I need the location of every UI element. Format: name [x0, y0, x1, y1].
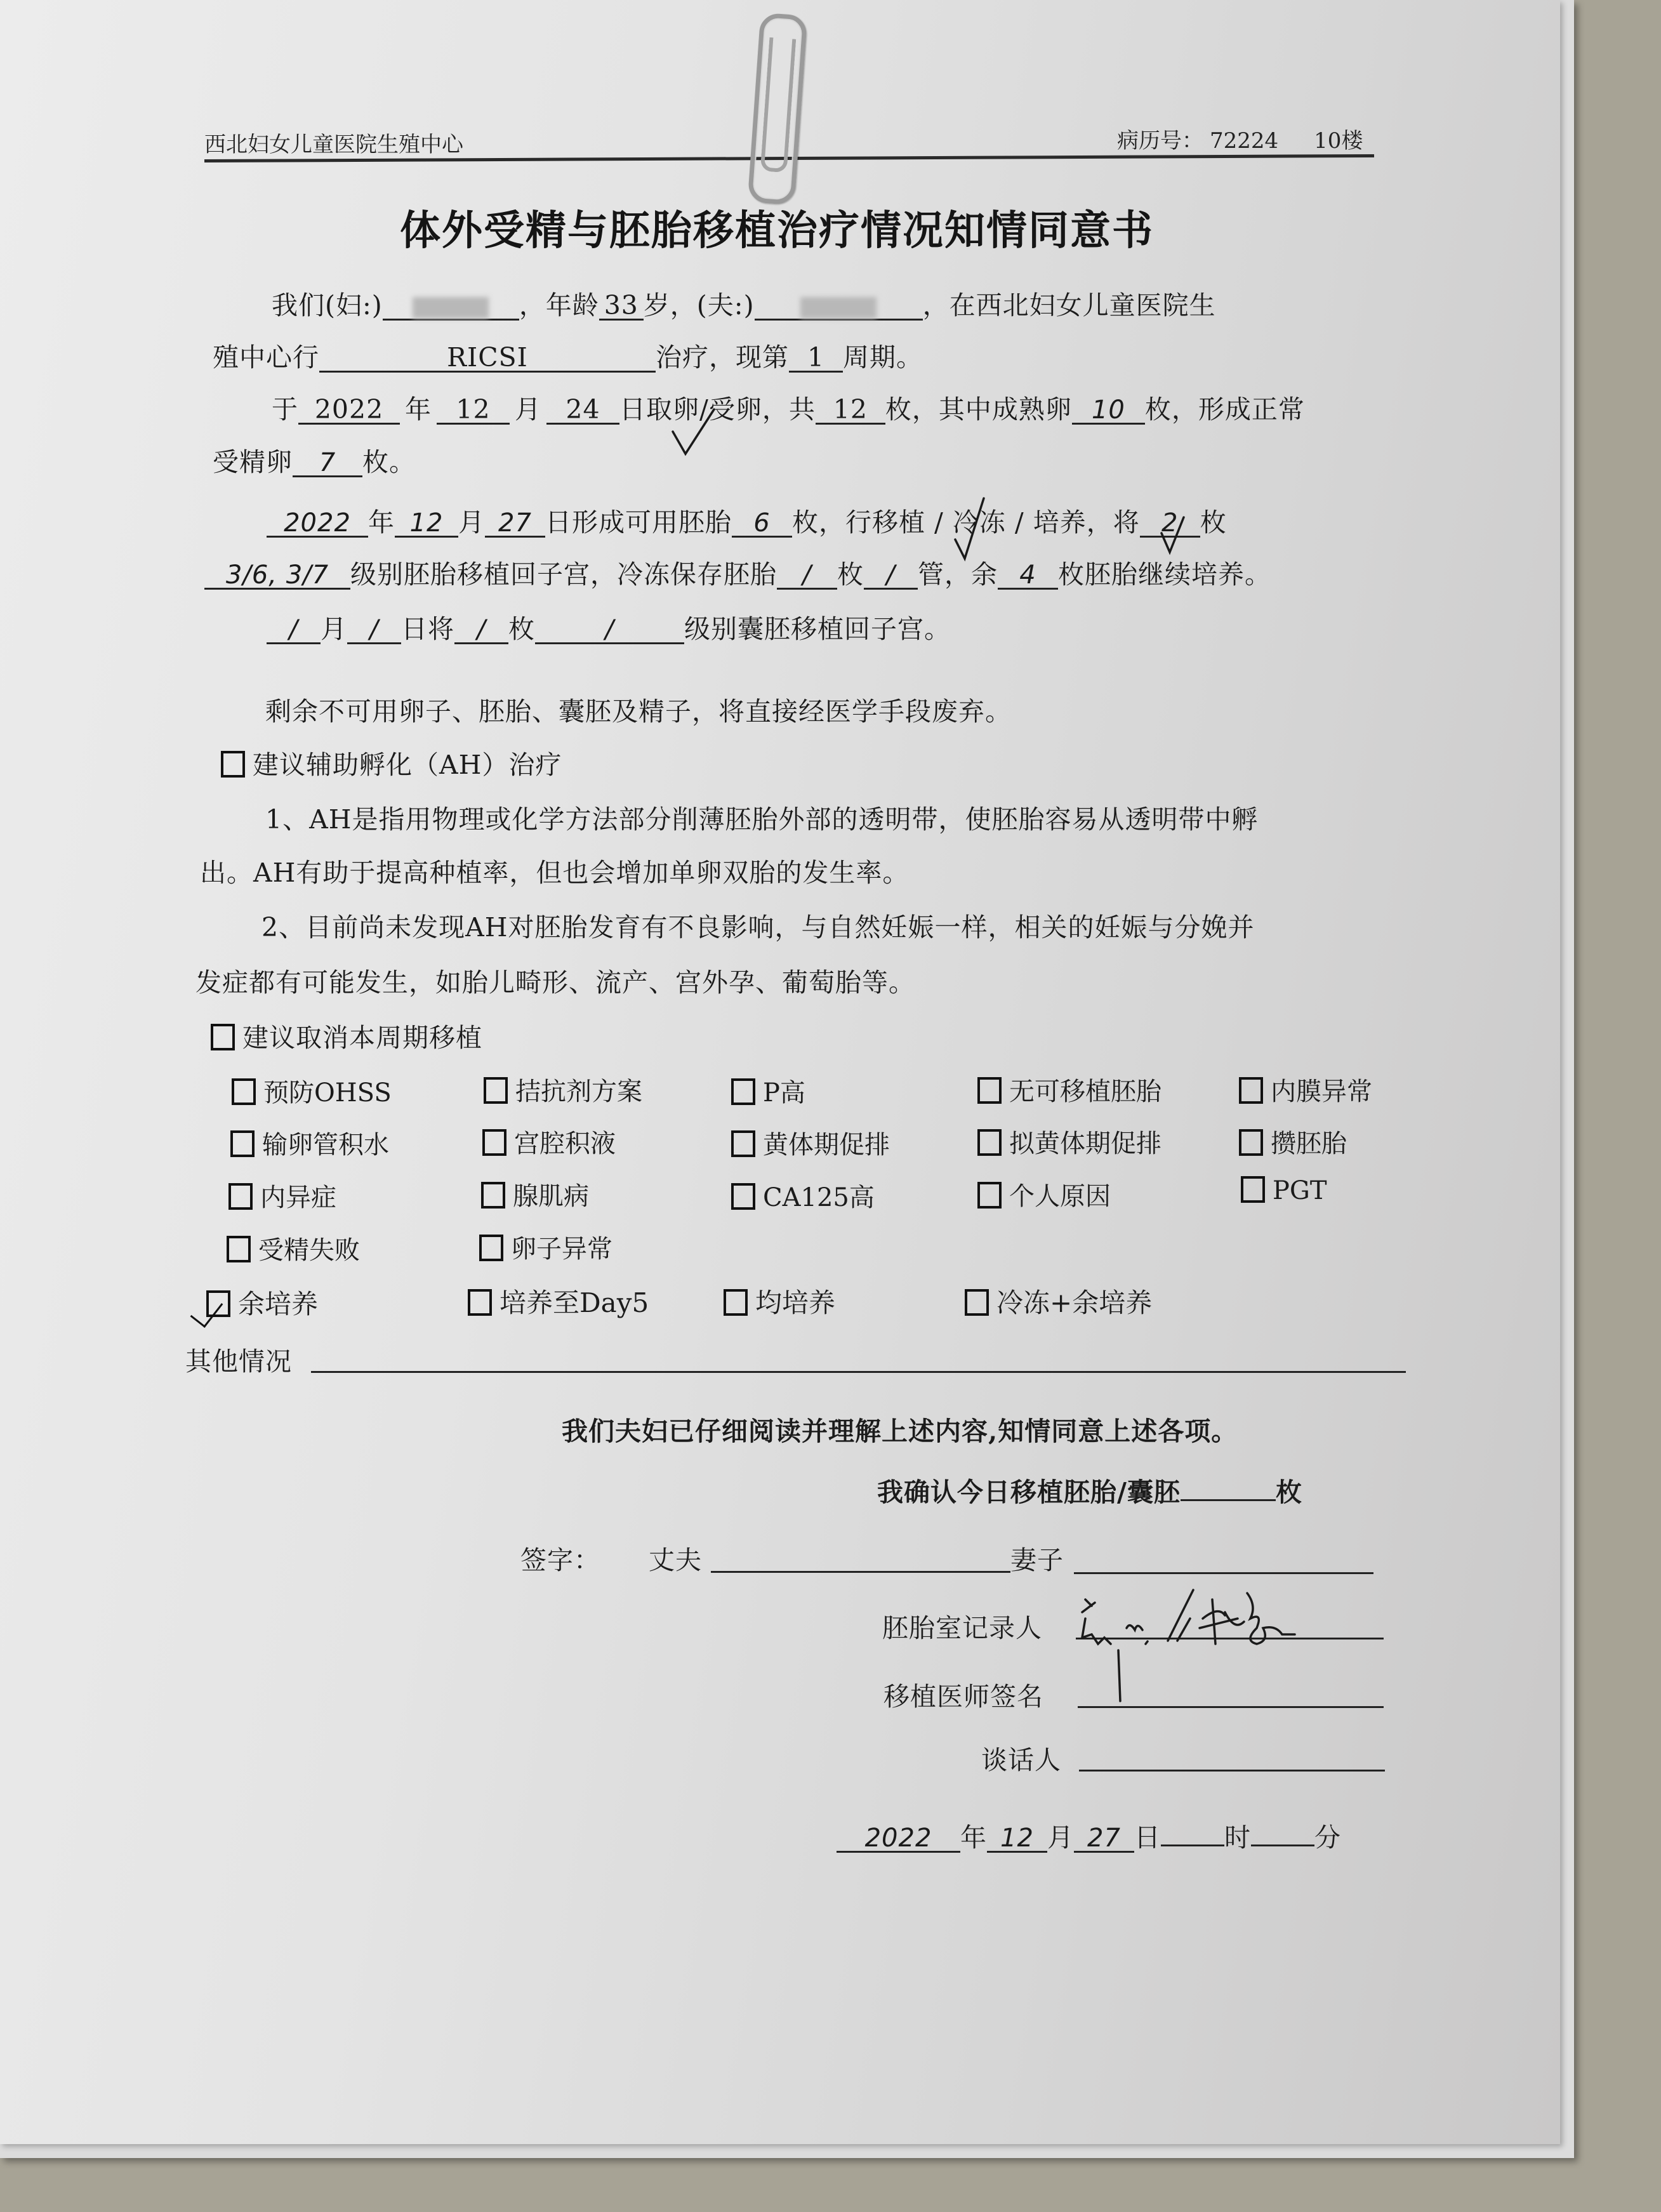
doctor-signature-field[interactable] [1078, 1706, 1384, 1708]
p3-action-text: 枚，行移植 / 冷冻 / 培养，将 [792, 507, 1140, 538]
fertilized-field[interactable]: 7 [293, 450, 362, 477]
reason-label: CA125高 [763, 1183, 875, 1212]
ah-item1-line1: 1、AH是指用物理或化学方法部分削薄胚胎外部的透明带，使胚胎容易从透明带中孵 [265, 804, 1259, 835]
ah-option[interactable] [221, 744, 562, 781]
reason-label: PGT [1273, 1176, 1327, 1205]
floor-label: 10楼 [1314, 128, 1363, 154]
bl-month-label: 月 [321, 614, 347, 644]
fertilized-suffix: 枚。 [362, 447, 416, 477]
mature-eggs-field[interactable]: 10 [1072, 397, 1145, 425]
checkbox[interactable] [481, 1182, 505, 1209]
embryo-grades-field[interactable]: 3/6, 3/7 [204, 562, 350, 590]
retrieval-year-field[interactable]: 2022 [298, 397, 400, 425]
husband-label: 丈夫 [649, 1545, 702, 1575]
reason-label: 宫腔积液 [514, 1129, 616, 1158]
reason-label: 预防OHSS [263, 1078, 392, 1108]
reason-label: 拮抗剂方案 [515, 1077, 642, 1106]
tubes-field[interactable]: / [864, 562, 918, 590]
checkbox[interactable] [731, 1183, 755, 1210]
reason-label: 输卵管积水 [262, 1130, 389, 1160]
day-label: 日 [1134, 1822, 1161, 1853]
document-title: 体外受精与胚胎移植治疗情况知情同意书 [400, 207, 1154, 255]
other-field[interactable] [311, 1371, 1406, 1373]
consent-statement: 我们夫妇已仔细阅读并理解上述内容,知情同意上述各项。 [562, 1416, 1238, 1447]
checkbox[interactable] [468, 1289, 492, 1316]
reason-label: 内异症 [260, 1183, 336, 1212]
reason-label: P高 [763, 1078, 805, 1108]
ah-checkbox[interactable] [221, 751, 245, 778]
checkbox[interactable] [479, 1235, 503, 1261]
culture-option-label: 余培养 [238, 1288, 319, 1320]
culture-option-freeze-and-culture[interactable] [965, 1282, 1152, 1320]
p3-unit: 枚 [1200, 507, 1227, 538]
embryo-month-field[interactable]: 12 [395, 510, 458, 538]
sign-hour-field[interactable] [1161, 1844, 1224, 1846]
cycle-label: 治疗，现第 [656, 342, 789, 373]
husband-name-field[interactable] [755, 293, 923, 321]
p3-continue-text: 枚胚胎继续培养。 [1058, 559, 1271, 590]
reason-planned-luteal-stimulation[interactable] [977, 1123, 1161, 1160]
reason-endometriosis[interactable] [228, 1177, 336, 1214]
reason-embryo-banking[interactable] [1239, 1123, 1347, 1160]
checkbox[interactable] [731, 1130, 755, 1157]
transfer-count-field[interactable]: 2 [1140, 510, 1200, 538]
reason-label: 个人原因 [1009, 1182, 1111, 1211]
usable-embryos-field[interactable]: 6 [732, 510, 792, 538]
checkbox[interactable] [230, 1130, 255, 1157]
reason-no-transferable-embryo[interactable] [977, 1071, 1161, 1108]
p3-grade-text: 级别胚胎移植回子宫，冷冻保存胚胎 [350, 559, 777, 590]
para1-suffix: ，在西北妇女儿童医院生 [922, 290, 1216, 321]
embryo-recorder-signature-scribble [1066, 1580, 1396, 1707]
fertilized-label: 受精卵 [213, 447, 293, 477]
checkbox[interactable] [232, 1078, 256, 1105]
bl-day-label: 日将 [401, 614, 454, 644]
minute-label: 分 [1314, 1822, 1341, 1853]
reason-label: 卵子异常 [511, 1235, 612, 1264]
husband-signature-field[interactable] [711, 1571, 1010, 1573]
total-eggs-field[interactable]: 12 [816, 397, 885, 425]
reason-label: 拟黄体期促排 [1009, 1129, 1161, 1158]
culture-option-remaining[interactable] [206, 1283, 318, 1321]
p3-usable-label: 日形成可用胚胎 [545, 507, 732, 538]
sign-month-field[interactable]: 12 [987, 1825, 1047, 1853]
record-number: 72224 [1210, 128, 1279, 154]
checkbox[interactable] [482, 1129, 506, 1156]
confirm-count-field[interactable] [1181, 1499, 1276, 1501]
para3-line2 [204, 553, 1271, 591]
confirm-text: 我确认今日移植胚胎/囊胚 [877, 1477, 1181, 1507]
reason-label: 腺肌病 [513, 1182, 589, 1211]
p3-month-label: 月 [458, 507, 485, 538]
reason-label: 黄体期促排 [763, 1130, 890, 1160]
treatment-field[interactable]: RICSI [319, 345, 656, 373]
ah-item2-line1: 2、目前尚未发现AH对胚胎发育有不良影响，与自然妊娠一样，相关的妊娠与分娩并 [261, 912, 1255, 943]
reason-adenomyosis[interactable] [481, 1176, 589, 1212]
checkbox[interactable] [724, 1289, 748, 1316]
blastocyst-month-field[interactable]: / [267, 617, 321, 644]
culture-option-label: 均培养 [755, 1287, 836, 1318]
hour-label: 时 [1224, 1822, 1251, 1853]
ah-item1-line2: 出。AH有助于提高种植率，但也会增加单卵双胎的发生率。 [200, 858, 910, 888]
ah-label: 建议辅助孵化（AH）治疗 [253, 750, 562, 780]
checkbox[interactable] [1239, 1129, 1263, 1156]
checkbox[interactable] [977, 1182, 1002, 1209]
blastocyst-day-field[interactable]: / [347, 617, 401, 644]
embryo-day-field[interactable]: 27 [485, 510, 545, 538]
interviewer-signature-field[interactable] [1079, 1770, 1385, 1772]
remaining-embryos-field[interactable]: 4 [998, 562, 1058, 590]
sign-label: 签字： [520, 1545, 600, 1575]
reason-label: 内膜异常 [1271, 1077, 1372, 1106]
p2-retrieval-text: 日取卵/受卵，共 [619, 394, 816, 425]
reason-personal[interactable] [977, 1176, 1111, 1212]
p3-remaining-label: 管，余 [918, 559, 998, 590]
sign-day-field[interactable]: 27 [1074, 1825, 1134, 1853]
p3-frozen-unit: 枚 [837, 559, 864, 590]
blastocyst-count-field[interactable]: / [454, 617, 508, 644]
checkbox[interactable] [1241, 1176, 1265, 1203]
culture-option-day5[interactable] [468, 1282, 649, 1320]
age-field[interactable]: 33 [599, 293, 644, 321]
discard-statement: 剩余不可用卵子、胚胎、囊胚及精子，将直接经医学手段废弃。 [265, 696, 1012, 727]
wife-label: 我们(妇:) [272, 290, 383, 321]
reason-oocyte-abnormal[interactable] [479, 1229, 612, 1265]
husband-label: 岁，(夫:) [643, 290, 755, 321]
checkbox[interactable] [227, 1236, 251, 1262]
confirm-unit: 枚 [1275, 1477, 1302, 1507]
reason-pgt[interactable] [1241, 1176, 1327, 1205]
reason-label: 无可移植胚胎 [1009, 1077, 1161, 1106]
cancel-transfer-option[interactable] [211, 1017, 482, 1054]
checkbox[interactable] [228, 1183, 253, 1210]
checkbox[interactable] [965, 1289, 989, 1316]
p2-year-label: 年 [405, 394, 432, 425]
p2-month-label: 月 [515, 394, 541, 425]
checkbox-checked[interactable] [206, 1290, 230, 1317]
institution-name: 西北妇女儿童医院生殖中心 [204, 132, 463, 157]
reason-hydrosalpinx[interactable] [230, 1125, 389, 1161]
reason-fertilization-failure[interactable] [227, 1230, 360, 1266]
sign-year-field[interactable]: 2022 [837, 1825, 960, 1853]
interviewer-label: 谈话人 [981, 1745, 1061, 1775]
record-label: 病历号： [1117, 128, 1203, 154]
checkbox[interactable] [977, 1129, 1002, 1156]
record-number-block [1117, 123, 1363, 154]
para3-line3 [267, 608, 951, 646]
bl-grade-text: 级别囊胚移植回子宫。 [684, 614, 951, 644]
para2-line2 [213, 441, 416, 479]
checkbox[interactable] [484, 1077, 508, 1104]
reason-ca125-high[interactable] [731, 1177, 875, 1214]
reason-luteal-stimulation[interactable] [731, 1125, 890, 1161]
blastocyst-grade-field[interactable]: / [535, 617, 684, 644]
cycle-field[interactable]: 1 [789, 345, 843, 373]
checkbox[interactable] [977, 1077, 1002, 1104]
wife-label: 妻子 [1010, 1545, 1064, 1575]
retrieval-day-field[interactable]: 24 [546, 397, 619, 425]
para1-line1 [272, 284, 1216, 322]
reason-high-p[interactable] [731, 1073, 805, 1109]
cycle-suffix: 周期。 [843, 342, 923, 373]
reason-label: 攒胚胎 [1271, 1129, 1347, 1158]
checkbox[interactable] [1239, 1077, 1263, 1104]
signing-date-line [837, 1817, 1341, 1854]
cancel-transfer-label: 建议取消本周期移植 [242, 1023, 482, 1053]
month-label: 月 [1047, 1822, 1074, 1853]
wife-signature-field[interactable] [1074, 1572, 1373, 1574]
checkbox[interactable] [731, 1078, 755, 1105]
para2-line1 [272, 388, 1305, 426]
para1-line2 [213, 336, 923, 374]
other-label: 其他情况 [185, 1346, 292, 1377]
embryo-year-field[interactable]: 2022 [267, 510, 368, 538]
culture-option-all[interactable] [724, 1282, 835, 1320]
reason-uterine-fluid[interactable] [482, 1123, 616, 1160]
reason-label: 受精失败 [258, 1236, 360, 1265]
ah-item2-line2: 发症都有可能发生，如胎儿畸形、流产、宫外孕、葡萄胎等。 [195, 967, 915, 998]
confirm-transfer-line [877, 1471, 1302, 1509]
sign-minute-field[interactable] [1251, 1844, 1314, 1846]
reason-endometrium-abnormal[interactable] [1239, 1071, 1372, 1108]
para3-line1 [267, 501, 1227, 539]
culture-option-label: 冷冻+余培养 [996, 1287, 1153, 1318]
embryo-recorder-label: 胚胎室记录人 [882, 1613, 1042, 1643]
year-label: 年 [960, 1822, 987, 1853]
retrieval-checkmark-icon [670, 406, 720, 463]
age-label: ，年龄 [519, 290, 599, 321]
culture-option-label: 培养至Day5 [500, 1287, 649, 1318]
reason-prevent-ohss[interactable] [232, 1073, 392, 1109]
reason-antagonist-protocol[interactable] [484, 1071, 642, 1108]
para1-line2-prefix: 殖中心行 [213, 342, 319, 373]
cancel-transfer-checkbox[interactable] [211, 1024, 235, 1050]
p2-mature-label: 枚，其中成熟卵 [885, 394, 1072, 425]
retrieval-month-field[interactable]: 12 [437, 397, 510, 425]
wife-name-field[interactable] [383, 293, 519, 321]
bl-count-unit: 枚 [508, 614, 535, 644]
p3-year-label: 年 [368, 507, 395, 538]
p2-t1: 于 [272, 394, 298, 425]
frozen-embryos-field[interactable]: / [777, 562, 837, 590]
culture-check-icon [1158, 508, 1190, 559]
p2-normal-label: 枚，形成正常 [1144, 394, 1305, 425]
doctor-signature-label: 移植医师签名 [883, 1681, 1043, 1712]
